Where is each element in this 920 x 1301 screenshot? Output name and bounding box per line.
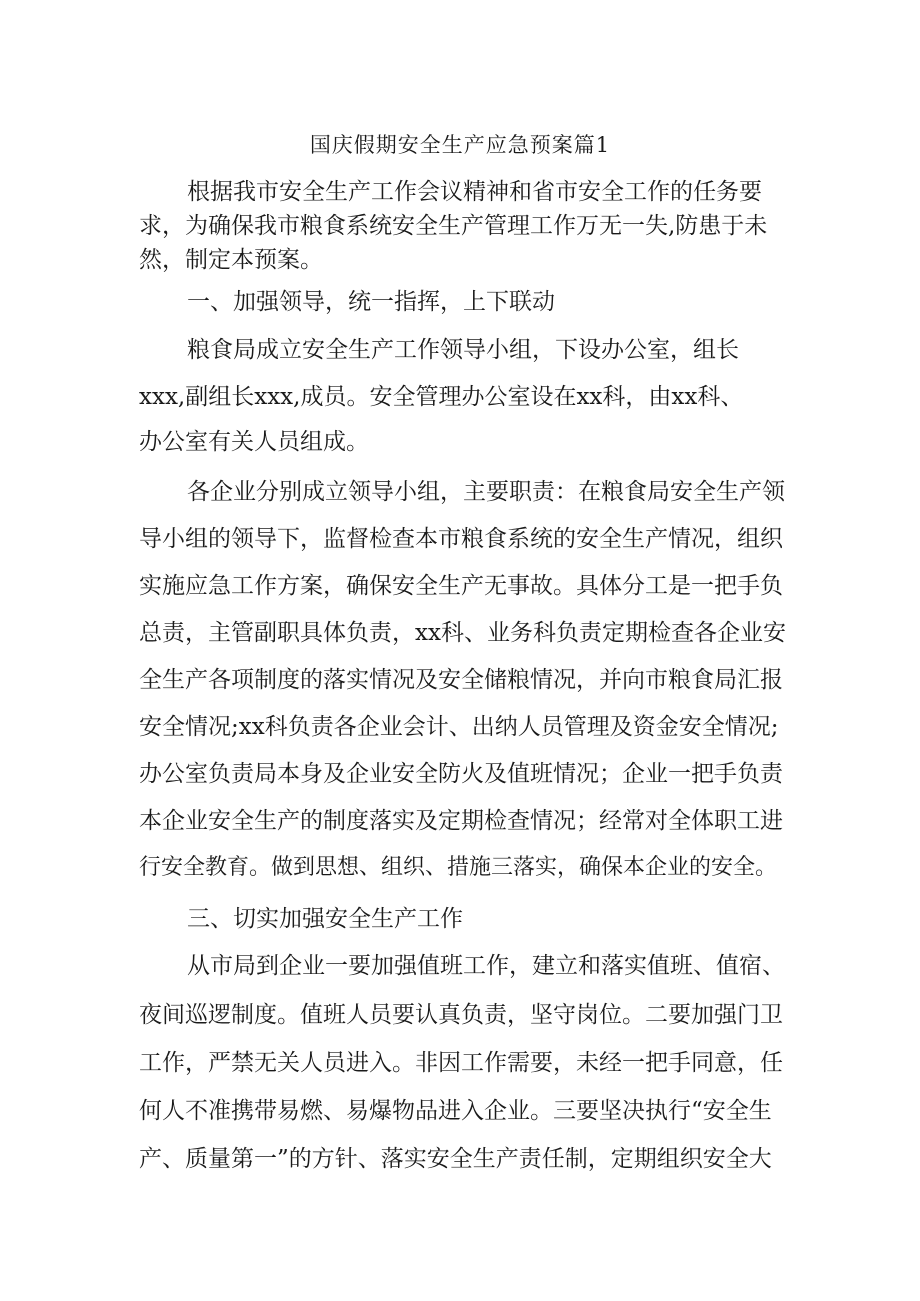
section-heading: 三、切实加强安全生产工作 [187,906,463,932]
paragraph-line: 本企业安全生产的制度落实及定期检查情况；经常对全体职工进 [139,808,783,834]
paragraph-line: 各企业分别成立领导小组，主要职责：在粮食局安全生产领 [187,479,785,505]
paragraph-line: 粮食局成立安全生产工作领导小组，下设办公室，组长 [187,337,739,363]
paragraph-line: 根据我市安全生产工作会议精神和省市安全工作的任务要 [187,179,762,205]
paragraph-line: 安全情况;xx科负责各企业会计、出纳人员管理及资金安全情况; [139,714,779,740]
paragraph-line: 求，为确保我市粮食系统安全生产管理工作万无一失,防患于未 [139,213,768,239]
paragraph-line: 实施应急工作方案，确保安全生产无事故。具体分工是一把手负 [139,573,783,599]
paragraph-line: 办公室有关人员组成。 [139,429,369,455]
paragraph-line: 办公室负责局本身及企业安全防火及值班情况；企业一把手负责 [139,761,783,787]
paragraph-line: 工作，严禁无关人员进入。非因工作需要，未经一把手同意，任 [139,1050,783,1076]
paragraph-line: 何人不准携带易燃、易爆物品进入企业。三要坚决执行“安全生 [139,1098,772,1124]
section-heading: 一、加强领导，统一指挥，上下联动 [187,289,555,315]
paragraph-line: 行安全教育。做到思想、组织、措施三落实，确保本企业的安全。 [139,855,778,880]
paragraph-line: 总责，主管副职具体负责，xx科、业务科负责定期检查各企业安 [139,620,786,646]
paragraph-line: 夜间巡逻制度。值班人员要认真负责，坚守岗位。二要加强门卫 [139,1002,783,1028]
paragraph-line: xxx,副组长xxx,成员。安全管理办公室设在xx科，由xx科、 [139,384,744,410]
paragraph-line: 导小组的领导下，监督检查本市粮食系统的安全生产情况，组织 [139,526,783,552]
paragraph-line: 全生产各项制度的落实情况及安全储粮情况，并向市粮食局汇报 [139,667,783,693]
paragraph-line: 然，制定本预案。 [139,247,323,273]
document-title: 国庆假期安全生产应急预案篇1 [309,133,611,157]
paragraph-line: 产、质量第一”的方针、落实安全生产责任制，定期组织安全大 [139,1146,772,1172]
paragraph-line: 从市局到企业一要加强值班工作，建立和落实值班、值宿、 [187,953,785,979]
